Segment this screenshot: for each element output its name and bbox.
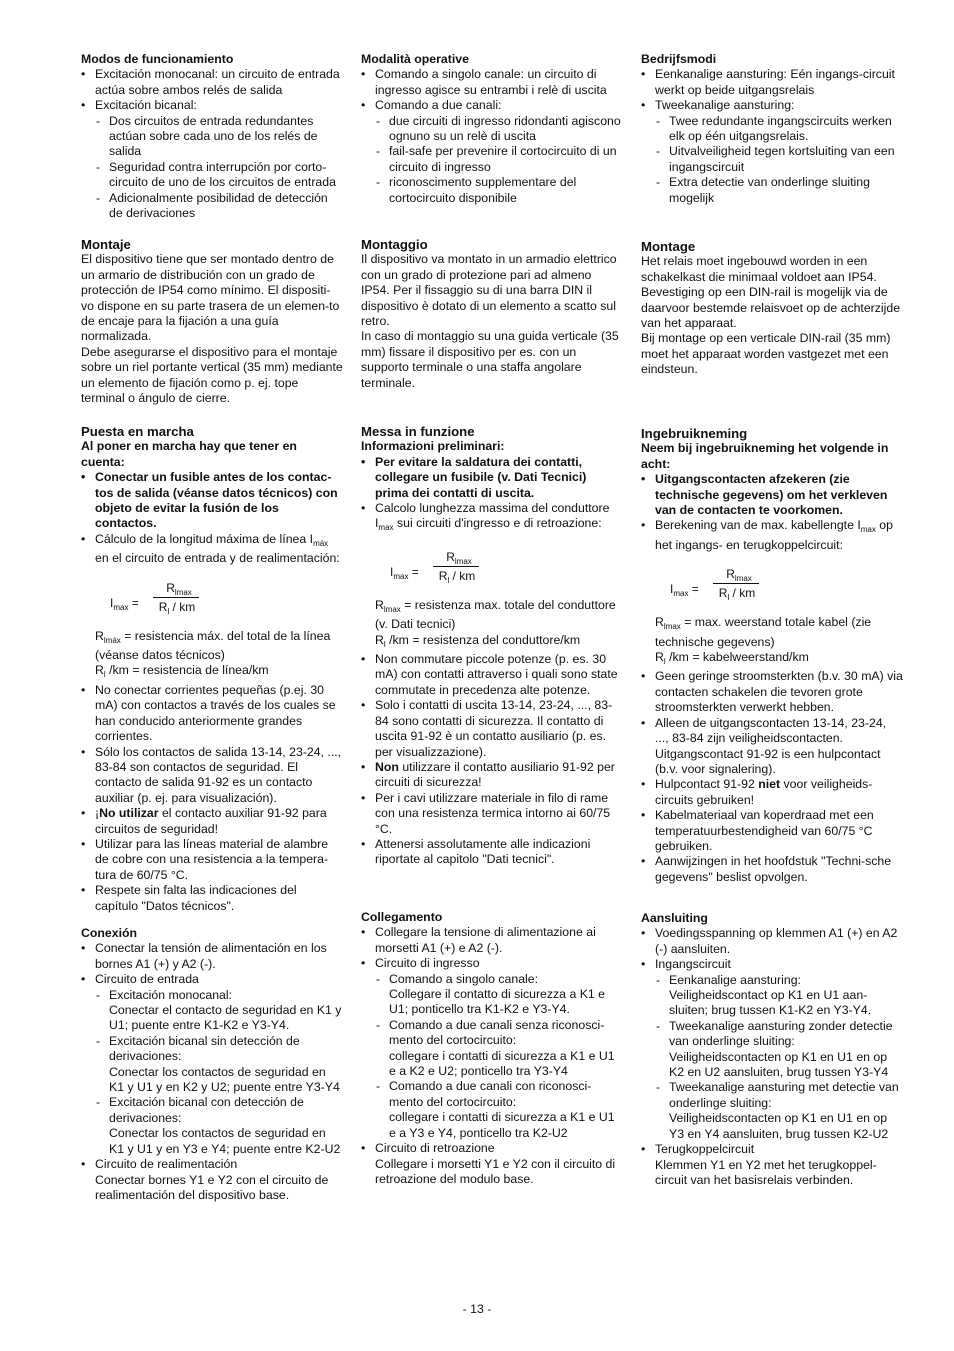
list-item: - Comando a due canali senza riconosci-mento del cortocircuito: collegare i contatti di sicurezza a K1 e U1 e a K2 e U2; ponticello tra Y3-Y4 [375, 1018, 623, 1080]
list-item: - Comando a singolo canale: Collegare il contatto di sicurezza a K1 e U1; ponticello tra K1-K2 e Y3-Y4. [375, 972, 623, 1018]
fraction-bar [713, 583, 759, 584]
list-item: • Eenkanalige aansturing: Eén ingangs-circuit werkt op beide uitgangsrelais [641, 67, 903, 98]
list-item: • Per evitare la saldatura dei contatti, collegare un fusibile (v. Dati Tecnici) prima dei contatti di uscita. [361, 455, 623, 501]
paragraph: Debe asegurarse el dispositivo para el montaje sobre un riel portante vertical (35 mm) mediante un elemento de fijación como p. ej. tope terminal o ángulo de cierre. [81, 344, 343, 406]
heading-mounting: Montaje [81, 237, 131, 252]
list-item: - Twee redundante ingangscircuits werken elk op één uitgangsrelais. [655, 114, 903, 145]
fraction-bar [153, 597, 199, 598]
section-modes-es [81, 52, 343, 221]
list-item: - Dos circuitos de entrada redundantes actúan sobre cada uno de los relés de salida [95, 114, 343, 160]
list-item: • Ingangscircuit - Eenkanalige aansturing: Veiligheidscontact op K1 en U1 aan-sluiten; brug tussen K1-K2 en Y3-Y4. - Tweekanalige aansturing zonder detectie van onderlinge sluiting: Veiligheidscontacten op K1 en U1 en op K2 en U2 aansluiten, brug tussen Y3-Y4 - Tweekanalige aansturing met detectie van onderlinge sluiting: Veiligheidscontacten op K1 en U1 en op Y3 en Y4 aansluiten, brug tussen K2-U2 [641, 957, 903, 1142]
definition: $R_{lmáx}$ = resistencia máx. del total de la línea (véanse datos técnicos) [95, 628, 331, 663]
paragraph: Bij montage op een verticale DIN-rail (35 mm) moet het apparaat worden vastgezet met een eindsteun. [641, 331, 891, 377]
list-item: • Collegare la tensione di alimentazione ai morsetti A1 (+) e A2 (-). [361, 925, 623, 956]
list-item: • Circuito de realimentación Conectar bornes Y1 e Y2 con el circuito de realimentación del dispositivo base. [81, 1157, 343, 1203]
list-item: - Seguridad contra interrupción por corto-circuito de uno de los circuitos de entrada [95, 160, 343, 191]
paragraph: In caso di montaggio su una guida verticale (35 mm) fissare il dispositivo per es. con un supporto terminale o una staffa angolare terminale. [361, 329, 619, 390]
list-item: • Non commutare piccole potenze (p. es. 30 mA) con contatti attraverso i quali sono state commutate in precedenza alte potenze. [361, 652, 623, 698]
section-mounting-nl [641, 239, 903, 378]
heading-connection: Collegamento [361, 910, 443, 924]
section-modes-it [361, 52, 623, 206]
formula: $I_{max}$ = $R_{lmax}$ $R_l$ / km [110, 581, 343, 623]
list-item: - fail-safe per prevenire il cortocircuito di un circuito di ingresso [375, 144, 623, 175]
list-item: • Berekening van de max. kabellengte $I_{max}$ op het ingangs- en terugkoppelcircuit: $I_{max}$ = $R_{lmax}$ $R_l$ / km $R_{lmax} = \max$. weerstand totale kabel (zie technische gegevens) $R_l$ /km = kabelweerstand/km [641, 518, 903, 669]
list-item: - Adicionalmente posibilidad de detección de derivaciones [95, 191, 343, 222]
list-item: • Circuito di ingresso - Comando a singolo canale: Collegare il contatto di sicurezza a K1 e U1; ponticello tra K1-K2 e Y3-Y4. - Comando a due canali senza riconosci-mento del cortocircuito: collegare i contatti di sicurezza a K1 e U1 e a K2 e U2; ponticello tra Y3-Y4 - Comando a due canali con riconosci-mento del cortocircuito: collegare i contatti di sicurezza a K1 e U1 e a Y3 e Y4, ponticello tra K2-U2 [361, 956, 623, 1141]
list-item: • Comando a due canali: - due circuiti di ingresso ridondanti agiscono ognuno su un relè di uscita - fail-safe per prevenire il cortocircuito di un circuito di ingresso - riconoscimento supplementare del cortocircuito disponibile [361, 98, 623, 206]
list-item: - due circuiti di ingresso ridondanti agiscono ognuno su un relè di uscita [375, 114, 623, 145]
heading-modes: Bedrijfsmodi [641, 52, 717, 66]
list-item: • Respete sin falta las indicaciones del capítulo "Datos técnicos". [81, 883, 343, 914]
list-item: • Terugkoppelcircuit Klemmen Y1 en Y2 met het terugkoppel-circuit van het basisrelais verbinden. [641, 1142, 903, 1188]
list-item: • Per i cavi utilizzare materiale in filo di rame con una resistenza termica intorno ai 60/75 °C. [361, 791, 623, 837]
list-item: • Conectar un fusible antes de los contac-tos de salida (véanse datos técnicos) con objeto de evitar la fusión de los contactos. [81, 470, 343, 532]
list-item: • Aanwijzingen in het hoofdstuk "Techni-sche gegevens" beslist opvolgen. [641, 854, 903, 885]
list-item: • Uitgangscontacten afzekeren (zie technische gegevens) om het verkleven van de contacten te voorkomen. [641, 472, 903, 518]
paragraph: Il dispositivo va montato in un armadio elettrico con un grado di protezione pari ad almeno IP54. Per il fissaggio su di una barra DIN il dispositivo è dotato di un elemento a scatto sul retro. [361, 252, 617, 329]
list-item: • Solo i contatti di uscita 13-14, 23-24, ..., 83-84 sono contatti di sicurezza. Il contatto di uscita 91-92 è un contatto ausiliario (p. es. per visualizzazione). [361, 698, 623, 760]
list-item: • Tweekanalige aansturing: - Twee redundante ingangscircuits werken elk op één uitgangsrelais. - Uitvalveiligheid tegen kortsluiting van een ingangscircuit - Extra detectie van onderlinge sluiting mogelijk [641, 98, 903, 206]
list-item: • Voedingsspanning op klemmen A1 (+) en A2 (-) aansluiten. [641, 926, 903, 957]
list-item: • Excitación monocanal: un circuito de entrada actúa sobre ambos relés de salida [81, 67, 343, 98]
list-item: - riconoscimento supplementare del cortocircuito disponibile [375, 175, 623, 206]
startup-intro: Informazioni preliminari: [361, 439, 505, 454]
formula: $I_{max}$ = $R_{lmax}$ $R_l$ / km [390, 550, 623, 592]
list-item: • Non utilizzare il contatto ausiliario 91-92 per circuiti di sicurezza! [361, 760, 623, 791]
heading-modes: Modalità operative [361, 52, 469, 66]
list-item: • Hulpcontact 91-92 niet voor veiligheids-circuits gebruiken! [641, 777, 903, 808]
formula: $I_{max}$ = $R_{lmax}$ $R_l$ / km [670, 567, 903, 609]
section-startup-nl [641, 426, 903, 885]
list-item: • Calcolo lunghezza massima del conduttore $I_{max}$ sui circuiti d'ingresso e di retroazione: $I_{max}$ = $R_{lmax}$ $R_l$ / km $R_{lmax}$ = resistenza max. totale del conduttore (v. Dati tecnici) $R_l$ /km = resistenza del conduttore/km [361, 501, 623, 652]
list-item: - Tweekanalige aansturing zonder detectie van onderlinge sluiting: Veiligheidscontacten op K1 en U1 en op K2 en U2 aansluiten, brug tussen Y3-Y4 [655, 1019, 903, 1081]
definition: $R_l$ /km = resistencia de línea/km [95, 663, 269, 680]
list-item: - Excitación bicanal sin detección de derivaciones: Conectar los contactos de seguridad en K1 y U1 y en K2 y U2; puente entre Y3-Y4 [95, 1034, 343, 1096]
heading-mounting: Montaggio [361, 237, 428, 252]
page-number: - 13 - [462, 1302, 492, 1316]
startup-intro: Al poner en marcha hay que tener en cuenta: [81, 439, 297, 469]
section-connection-es [81, 926, 343, 1203]
fraction-bar [433, 566, 479, 567]
list-item: • Alleen de uitgangscontacten 13-14, 23-24, ..., 83-84 zijn veiligheidscontacten. Uitgangscontact 91-92 is een hulpcontact (b.v. voor signalering). [641, 716, 903, 778]
list-item: • No conectar corrientes pequeñas (p.ej. 30 mA) con contactos a través de los cuales se han conducido anteriormente grandes corrientes. [81, 683, 343, 745]
list-item: • Attenersi assolutamente alle indicazioni riportate al capitolo "Dati tecnici". [361, 837, 623, 868]
section-modes-nl [641, 52, 903, 206]
list-item: • Utilizar para las líneas material de alambre de cobre con una resistencia a la tempera-tura de 60/75 °C. [81, 837, 343, 883]
list-item: - Extra detectie van onderlinge sluiting mogelijk [655, 175, 903, 206]
list-item: • Conectar la tensión de alimentación en los bornes A1 (+) y A2 (-). [81, 941, 343, 972]
list-item: - Excitación monocanal: Conectar el contacto de seguridad en K1 y U1; puente entre K1-K2 e Y3-Y4. [95, 988, 343, 1034]
section-mounting-es [81, 237, 343, 406]
section-mounting-it [361, 237, 623, 391]
startup-intro: Neem bij ingebruikneming het volgende in acht: [641, 441, 889, 471]
paragraph: Het relais moet ingebouwd worden in een schakelkast die minimaal voldoet aan IP54. Bevestiging op een DIN-rail is mogelijk via de daarvoor bestemde relaisvoet op de achterzijde van het apparaat. [641, 254, 901, 331]
heading-connection: Aansluiting [641, 911, 708, 925]
list-item: - Excitación bicanal con detección de derivaciones: Conectar los contactos de seguridad en K1 y U1 y en Y3 e Y4; puente entre K2-U2 [95, 1095, 343, 1157]
heading-startup: Messa in funzione [361, 424, 475, 439]
definition: $R_{lmax} = \max$. weerstand totale kabel (zie technische gegevens) [655, 615, 872, 649]
definition: $R_l$ /km = resistenza del conduttore/km [375, 632, 581, 649]
list-item: • Excitación bicanal: - Dos circuitos de entrada redundantes actúan sobre cada uno de los relés de salida - Seguridad contra interrupción por corto-circuito de uno de los circuitos de entrada - Adicionalmente posibilidad de detección de derivaciones [81, 98, 343, 221]
list-item: • Comando a singolo canale: un circuito di ingresso agisce su entrambi i relè di uscita [361, 67, 623, 98]
section-startup-es [81, 424, 343, 914]
list-item: - Comando a due canali con riconosci-mento del cortocircuito: collegare i contatti di sicurezza a K1 e U1 e a Y3 e Y4, ponticello tra K2-U2 [375, 1079, 623, 1141]
section-connection-nl [641, 911, 903, 1188]
list-item: - Tweekanalige aansturing met detectie van onderlinge sluiting: Veiligheidscontacten op K1 en U1 en op Y3 en Y4 aansluiten, brug tussen K2-U2 [655, 1080, 903, 1142]
list-item: - Eenkanalige aansturing: Veiligheidscontact op K1 en U1 aan-sluiten; brug tussen K1-K2 en Y3-Y4. [655, 973, 903, 1019]
list-item: • Cálculo de la longitud máxima de línea $I_{máx}$ en el circuito de entrada y de realimentación: $I_{max}$ = $R_{lmax}$ $R_l$ / km $R_{lmáx}$ = resistencia máx. del total de la línea (véanse datos técnicos) $R_l$ /km = resistencia de línea/km [81, 532, 343, 683]
paragraph: El dispositivo tiene que ser montado dentro de un armario de distribución con un grado de protección de IP54 como mínimo. El dispositi-vo dispone en su parte trasera de un elemen-to de encaje para la fijación a una guía normalizada. [81, 252, 340, 344]
list-item: • Circuito di retroazione Collegare i morsetti Y1 e Y2 con il circuito di retroazione del modulo base. [361, 1141, 623, 1187]
list-item: - Uitvalveiligheid tegen kortsluiting van een ingangscircuit [655, 144, 903, 175]
list-item: • Geen geringe stroomsterkten (b.v. 30 mA) via contacten schakelen die tevoren grote stroomsterkten verwerkt hebben. [641, 669, 903, 715]
heading-startup: Puesta en marcha [81, 424, 194, 439]
heading-mounting: Montage [641, 239, 696, 254]
heading-startup: Ingebruikneming [641, 426, 748, 441]
list-item: • ¡No utilizar el contacto auxiliar 91-92 para circuitos de seguridad! [81, 806, 343, 837]
list-item: • Kabelmateriaal van koperdraad met een temperatuurbestendigheid van 60/75 °C gebruiken. [641, 808, 903, 854]
section-connection-it [361, 910, 623, 1187]
definition: $R_l$ /km = kabelweerstand/km [655, 650, 809, 667]
list-item: • Sólo los contactos de salida 13-14, 23-24, ..., 83-84 son contactos de seguridad. El contacto de salida 91-92 es un contacto auxiliar (p. ej. para visualización). [81, 745, 343, 807]
section-startup-it [361, 424, 623, 868]
definition: $R_{lmax}$ = resistenza max. totale del conduttore (v. Dati tecnici) [375, 597, 616, 632]
heading-connection: Conexión [81, 926, 138, 940]
heading-modes: Modos de funcionamiento [81, 52, 234, 66]
list-item: • Circuito de entrada - Excitación monocanal: Conectar el contacto de seguridad en K1 y U1; puente entre K1-K2 e Y3-Y4. - Excitación bicanal sin detección de derivaciones: Conectar los contactos de seguridad en K1 y U1 y en K2 y U2; puente entre Y3-Y4 - Excitación bicanal con detección de derivaciones: Conectar los contactos de seguridad en K1 y U1 y en Y3 e Y4; puente entre K2-U2 [81, 972, 343, 1157]
